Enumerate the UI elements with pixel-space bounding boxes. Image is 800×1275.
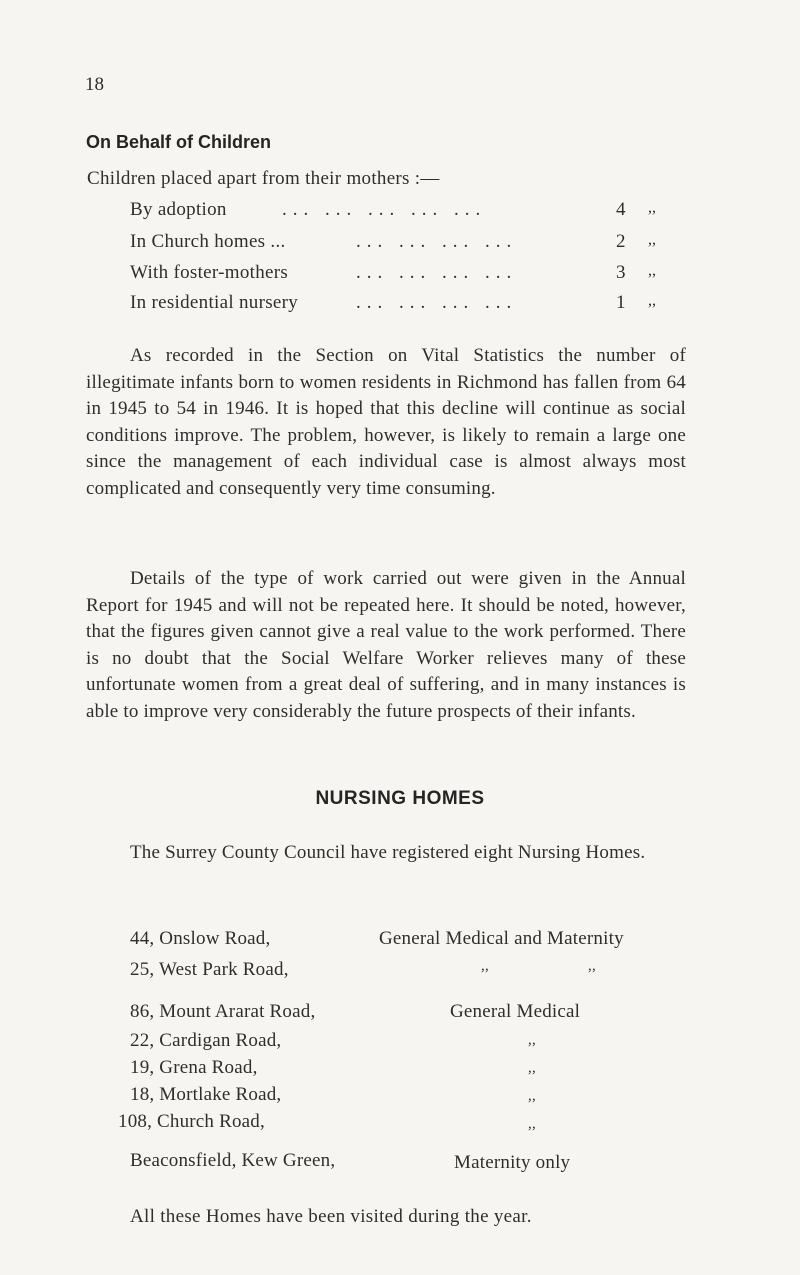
placement-row — [130, 231, 690, 257]
home-address: 18, Mortlake Road, — [130, 1084, 282, 1105]
placement-ditto: ,, — [648, 199, 656, 216]
placement-count: 3 — [616, 262, 626, 283]
placement-ditto: ,, — [648, 292, 656, 309]
placement-row — [130, 262, 690, 288]
home-type-ditto: ,, — [528, 1060, 536, 1076]
section-heading: On Behalf of Children — [86, 132, 272, 152]
home-address: 44, Onslow Road, — [130, 928, 271, 949]
paragraph-work-details: Details of the type of work carried out were given in the Annual Report for 1945 and will not be repeated here. It should be noted, however, that the figures given cannot give a real value to the work performed. There is no doubt that the Social Welfare Worker relieves many of these unfortunate women from a great deal of suffering, and in many instances is able to improve very considerably the future prospects of their infants. — [86, 568, 686, 722]
home-address: Beaconsfield, Kew Green, — [130, 1150, 336, 1171]
placement-leader-dots: ... ... ... ... — [356, 231, 518, 252]
placement-row — [130, 292, 690, 318]
placement-leader-dots: ... ... ... ... — [356, 262, 518, 283]
placement-row — [130, 199, 690, 225]
home-type: Maternity only — [454, 1152, 571, 1173]
placement-label: In Church homes ... — [130, 231, 286, 252]
page-number: 18 — [85, 74, 104, 95]
placement-count: 4 — [616, 199, 626, 220]
placement-label: With foster-mothers — [130, 262, 289, 283]
home-address: 108, Church Road, — [118, 1111, 265, 1132]
placement-leader-dots: ... ... ... ... — [356, 292, 518, 313]
home-type: General Medical and Maternity — [379, 928, 624, 949]
home-type: General Medical — [450, 1001, 581, 1022]
placement-ditto: ,, — [648, 231, 656, 248]
placement-count: 1 — [616, 292, 626, 313]
home-type-ditto: ,, — [528, 1088, 536, 1104]
placement-label: By adoption — [130, 199, 227, 220]
nursing-homes-intro: The Surrey County Council have registered eight Nursing Homes. — [130, 842, 646, 863]
closing-statement: All these Homes have been visited during the year. — [130, 1206, 532, 1227]
nursing-homes-heading: NURSING HOMES — [315, 788, 485, 809]
home-address: 25, West Park Road, — [130, 959, 289, 980]
placement-leader-dots: ... ... ... ... ... — [282, 199, 487, 220]
placements-intro: Children placed apart from their mothers :— — [87, 168, 440, 189]
home-type-ditto: ,, — [528, 1032, 536, 1048]
paragraph-vital-statistics: As recorded in the Section on Vital Statistics the number of illegitimate infants born to women residents in Richmond has fallen from 64 in 1945 to 54 in 1946. It is hoped that this decline will continue as social conditions improve. The problem, however, is likely to remain a large one since the management of each individual case is almost always most complicated and consequently very time consuming. — [86, 345, 686, 499]
home-address: 19, Grena Road, — [130, 1057, 258, 1078]
placement-ditto: ,, — [648, 262, 656, 279]
home-address: 86, Mount Ararat Road, — [130, 1001, 316, 1022]
placement-label: In residential nursery — [130, 292, 299, 313]
home-type-ditto: ,, — [528, 1116, 536, 1132]
home-type-ditto: ,, — [481, 958, 489, 974]
placement-count: 2 — [616, 231, 626, 252]
home-address: 22, Cardigan Road, — [130, 1030, 282, 1051]
home-type-ditto: ,, — [588, 958, 596, 974]
